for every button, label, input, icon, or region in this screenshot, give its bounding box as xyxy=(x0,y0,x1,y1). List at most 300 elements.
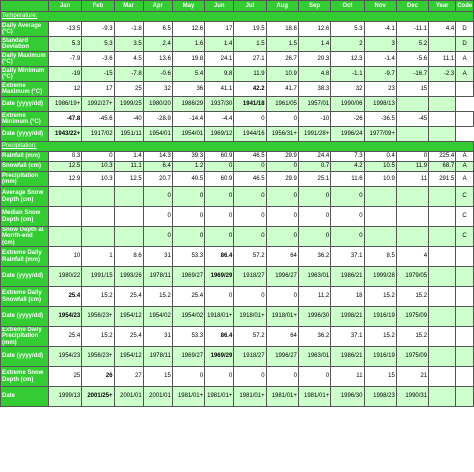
value-cell: 10.5 xyxy=(364,162,396,172)
value-cell: 0 xyxy=(234,287,266,307)
code-cell xyxy=(456,267,474,287)
value-cell: 23 xyxy=(364,82,396,97)
value-cell: 0.7 xyxy=(298,162,330,172)
table-row xyxy=(1,162,474,172)
value-cell: 1986/21 xyxy=(331,267,364,287)
value-cell: 11.9 xyxy=(396,162,428,172)
value-cell: 46.5 xyxy=(234,152,266,162)
value-cell: 0 xyxy=(298,187,330,207)
column-header: Aug xyxy=(266,1,298,12)
value-cell: 57.2 xyxy=(234,247,266,267)
value-cell: 3.5 xyxy=(114,37,143,52)
value-cell: 1956/31+ xyxy=(266,127,298,142)
row-label: Date (yyyy/dd) xyxy=(1,97,49,112)
value-cell: 1981/01+ xyxy=(234,387,266,407)
value-cell xyxy=(429,247,456,267)
value-cell: -40 xyxy=(114,112,143,127)
value-cell: -14.4 xyxy=(172,112,204,127)
value-cell: 1917/02 xyxy=(82,127,114,142)
value-cell: 20.3 xyxy=(298,52,330,67)
value-cell: 40.5 xyxy=(172,172,204,187)
value-cell xyxy=(82,227,114,247)
value-cell xyxy=(429,367,456,387)
value-cell: 41.7 xyxy=(266,82,298,97)
value-cell: 24.1 xyxy=(205,52,234,67)
value-cell: 1996/27 xyxy=(266,347,298,367)
header-corner xyxy=(1,1,49,12)
value-cell xyxy=(429,112,456,127)
value-cell: 1981/01+ xyxy=(172,387,204,407)
column-header: Code xyxy=(456,1,474,12)
value-cell: 1954/02 xyxy=(143,307,172,327)
value-cell: 1992/27+ xyxy=(82,97,114,112)
value-cell: 57.2 xyxy=(234,327,266,347)
value-cell: -7.8 xyxy=(114,67,143,82)
value-cell xyxy=(396,207,428,227)
value-cell xyxy=(82,207,114,227)
code-cell: A xyxy=(456,52,474,67)
value-cell: 7.3 xyxy=(331,152,364,162)
column-header: Jul xyxy=(234,1,266,12)
value-cell: 15 xyxy=(396,82,428,97)
value-cell: 32 xyxy=(331,82,364,97)
value-cell: 10.3 xyxy=(82,162,114,172)
value-cell: 1977/09+ xyxy=(364,127,396,142)
value-cell: 15.2 xyxy=(82,327,114,347)
value-cell: 15.2 xyxy=(396,327,428,347)
value-cell: 1996/30 xyxy=(298,307,330,327)
value-cell: 15.2 xyxy=(364,287,396,307)
value-cell: 1963/01 xyxy=(298,267,330,287)
value-cell: 1999/25 xyxy=(114,97,143,112)
value-cell: 8.5 xyxy=(364,247,396,267)
value-cell: 11 xyxy=(396,172,428,187)
value-cell: 0 xyxy=(172,207,204,227)
table-row xyxy=(1,152,474,162)
value-cell: 60.9 xyxy=(205,152,234,162)
column-header: Feb xyxy=(82,1,114,12)
value-cell: 225.4 xyxy=(429,152,456,162)
value-cell: 1954/01 xyxy=(143,127,172,142)
value-cell: 0 xyxy=(298,227,330,247)
value-cell: 1.6 xyxy=(172,37,204,52)
value-cell: 10.9 xyxy=(364,172,396,187)
value-cell xyxy=(429,97,456,112)
value-cell: 1986/29 xyxy=(172,97,204,112)
value-cell: 8.6 xyxy=(114,247,143,267)
value-cell: 0 xyxy=(205,207,234,227)
row-label: Date xyxy=(1,387,49,407)
value-cell: 0 xyxy=(396,152,428,162)
value-cell: 1943/22+ xyxy=(48,127,81,142)
value-cell: 25.1 xyxy=(298,172,330,187)
value-cell: 5.3 xyxy=(48,37,81,52)
value-cell: 3 xyxy=(364,37,396,52)
table-row xyxy=(1,287,474,307)
value-cell: 0 xyxy=(205,367,234,387)
table-row xyxy=(1,52,474,67)
code-cell: D xyxy=(456,37,474,52)
value-cell: 19.8 xyxy=(172,52,204,67)
value-cell: 0 xyxy=(331,227,364,247)
value-cell: 1944/16 xyxy=(234,127,266,142)
value-cell: 64 xyxy=(266,327,298,347)
code-cell xyxy=(456,82,474,97)
value-cell: -1.1 xyxy=(331,67,364,82)
value-cell: 0 xyxy=(82,152,114,162)
value-cell: -36.5 xyxy=(364,112,396,127)
column-header: Year xyxy=(429,1,456,12)
value-cell xyxy=(396,127,428,142)
table-row xyxy=(1,307,474,327)
value-cell: -11.1 xyxy=(396,22,428,37)
value-cell: 38.3 xyxy=(298,82,330,97)
value-cell: 9.8 xyxy=(205,67,234,82)
value-cell: -16.7 xyxy=(396,67,428,82)
value-cell: 53.3 xyxy=(172,247,204,267)
row-label: Average Snow Depth (cm) xyxy=(1,187,49,207)
value-cell: -4.1 xyxy=(364,22,396,37)
value-cell: 26.7 xyxy=(266,52,298,67)
value-cell: 15.2 xyxy=(364,327,396,347)
value-cell xyxy=(396,227,428,247)
row-label: Median Snow Depth (cm) xyxy=(1,207,49,227)
table-row xyxy=(1,367,474,387)
value-cell: 10.9 xyxy=(266,67,298,82)
table-row xyxy=(1,327,474,347)
value-cell: 291.5 xyxy=(429,172,456,187)
value-cell: 36.2 xyxy=(298,327,330,347)
column-header: Mar xyxy=(114,1,143,12)
value-cell: 1954/12 xyxy=(114,347,143,367)
value-cell: 12.6 xyxy=(298,22,330,37)
value-cell: 1991/15 xyxy=(82,267,114,287)
value-cell: 27.1 xyxy=(234,52,266,67)
value-cell: 31 xyxy=(143,327,172,347)
row-label: Extreme Daily Snowfall (cm) xyxy=(1,287,49,307)
code-cell: C xyxy=(456,207,474,227)
value-cell: 15.2 xyxy=(82,287,114,307)
value-cell: 86.4 xyxy=(205,327,234,347)
value-cell: -5.6 xyxy=(396,52,428,67)
value-cell: 11.2 xyxy=(298,287,330,307)
table-row xyxy=(1,247,474,267)
value-cell: -9.3 xyxy=(82,22,114,37)
value-cell: 1918/27 xyxy=(234,267,266,287)
value-cell: -13.5 xyxy=(48,22,81,37)
value-cell: 4.5 xyxy=(114,52,143,67)
value-cell: 2001/01 xyxy=(114,387,143,407)
value-cell: 1998/13 xyxy=(364,97,396,112)
code-cell: A xyxy=(456,162,474,172)
value-cell: -7.9 xyxy=(48,52,81,67)
value-cell: 31 xyxy=(143,247,172,267)
column-header: Dec xyxy=(396,1,428,12)
value-cell: 18.8 xyxy=(266,22,298,37)
value-cell: 0 xyxy=(172,227,204,247)
value-cell: 14.3 xyxy=(143,152,172,162)
value-cell: 1961/05 xyxy=(266,97,298,112)
value-cell: 86.4 xyxy=(205,247,234,267)
table-row xyxy=(1,227,474,247)
value-cell: -4.4 xyxy=(205,112,234,127)
value-cell: -47.8 xyxy=(48,112,81,127)
value-cell: 13.6 xyxy=(143,52,172,67)
value-cell: 0 xyxy=(205,227,234,247)
value-cell: 0 xyxy=(143,187,172,207)
table-row xyxy=(1,207,474,227)
value-cell xyxy=(114,207,143,227)
value-cell: 1.5 xyxy=(266,37,298,52)
row-label: Daily Average (°C) xyxy=(1,22,49,37)
value-cell: 29.9 xyxy=(266,172,298,187)
value-cell: 1963/01 xyxy=(298,347,330,367)
column-header: Jun xyxy=(205,1,234,12)
value-cell xyxy=(429,267,456,287)
table-row xyxy=(1,112,474,127)
column-header: Jan xyxy=(48,1,81,12)
value-cell: 0 xyxy=(298,367,330,387)
value-cell: 25 xyxy=(114,82,143,97)
value-cell: 1999/13 xyxy=(48,387,81,407)
value-cell xyxy=(114,187,143,207)
row-label: Extreme Maximum (°C) xyxy=(1,82,49,97)
value-cell: 29.9 xyxy=(266,152,298,162)
value-cell: -1.4 xyxy=(364,52,396,67)
value-cell: 25.4 xyxy=(172,287,204,307)
value-cell: 53.3 xyxy=(172,327,204,347)
value-cell xyxy=(48,227,81,247)
value-cell: 4.4 xyxy=(429,22,456,37)
code-cell: C xyxy=(456,227,474,247)
value-cell: 25 xyxy=(48,367,81,387)
value-cell: 4.8 xyxy=(298,67,330,82)
value-cell: 6.5 xyxy=(143,22,172,37)
value-cell: 1937/30 xyxy=(205,97,234,112)
value-cell: 1998/21 xyxy=(331,307,364,327)
row-label: Extreme Daily Precipitation (mm) xyxy=(1,327,49,347)
value-cell: 0 xyxy=(234,187,266,207)
value-cell xyxy=(429,347,456,367)
value-cell: 0 xyxy=(143,207,172,227)
value-cell: 1996/27 xyxy=(266,267,298,287)
value-cell: 15 xyxy=(364,367,396,387)
value-cell: 19.5 xyxy=(234,22,266,37)
value-cell: 1993/26 xyxy=(114,267,143,287)
value-cell xyxy=(429,37,456,52)
header-row xyxy=(1,1,474,12)
value-cell: 0.4 xyxy=(364,152,396,162)
row-label: Extreme Snow Depth (cm) xyxy=(1,367,49,387)
row-label: Rainfall (mm) xyxy=(1,152,49,162)
table-row xyxy=(1,97,474,112)
value-cell xyxy=(429,127,456,142)
value-cell: 0 xyxy=(331,207,364,227)
value-cell: 11.1 xyxy=(429,52,456,67)
table-row xyxy=(1,67,474,82)
value-cell: 15.2 xyxy=(396,287,428,307)
value-cell: 11.1 xyxy=(114,162,143,172)
value-cell: 0 xyxy=(234,207,266,227)
value-cell: 1918/01+ xyxy=(205,307,234,327)
code-cell xyxy=(456,347,474,367)
value-cell: 1986/19+ xyxy=(48,97,81,112)
value-cell: 1954/23 xyxy=(48,347,81,367)
value-cell: 12.5 xyxy=(114,172,143,187)
value-cell: 1999/28 xyxy=(364,267,396,287)
value-cell: 41.1 xyxy=(205,82,234,97)
value-cell: 1975/09 xyxy=(396,347,428,367)
code-cell: A xyxy=(456,67,474,82)
table-row xyxy=(1,267,474,287)
value-cell: 1978/11 xyxy=(143,347,172,367)
value-cell: 0 xyxy=(205,287,234,307)
column-header: May xyxy=(172,1,204,12)
value-cell: 0 xyxy=(205,187,234,207)
value-cell: 1916/19 xyxy=(364,307,396,327)
code-cell xyxy=(456,287,474,307)
value-cell: 1918/27 xyxy=(234,347,266,367)
value-cell: 1941/18 xyxy=(234,97,266,112)
value-cell: 1990/31 xyxy=(396,387,428,407)
value-cell xyxy=(364,187,396,207)
value-cell: 5.3 xyxy=(82,37,114,52)
value-cell: 10 xyxy=(48,247,81,267)
value-cell: 6.4 xyxy=(143,162,172,172)
value-cell xyxy=(429,187,456,207)
code-cell: C xyxy=(456,187,474,207)
value-cell: 17 xyxy=(82,82,114,97)
column-header: Oct xyxy=(331,1,364,12)
value-cell: 1.4 xyxy=(298,37,330,52)
value-cell: 1951/11 xyxy=(114,127,143,142)
value-cell xyxy=(48,207,81,227)
value-cell: -0.6 xyxy=(143,67,172,82)
table-row xyxy=(1,82,474,97)
value-cell: 0 xyxy=(298,207,330,227)
row-label: Standard Deviation xyxy=(1,37,49,52)
row-label: Precipitation (mm) xyxy=(1,172,49,187)
value-cell: 27 xyxy=(114,367,143,387)
value-cell: 1954/12 xyxy=(114,307,143,327)
code-cell: A xyxy=(456,152,474,162)
value-cell: 0 xyxy=(331,187,364,207)
value-cell: 0 xyxy=(266,227,298,247)
value-cell xyxy=(429,387,456,407)
value-cell xyxy=(82,187,114,207)
value-cell: -45.6 xyxy=(82,112,114,127)
value-cell: 36.2 xyxy=(298,247,330,267)
value-cell xyxy=(429,307,456,327)
value-cell: 1981/01+ xyxy=(205,387,234,407)
value-cell: 0 xyxy=(266,112,298,127)
value-cell: 17 xyxy=(205,22,234,37)
value-cell: 11.6 xyxy=(331,172,364,187)
code-cell xyxy=(456,327,474,347)
value-cell: 25.4 xyxy=(48,327,81,347)
value-cell: 1956/23+ xyxy=(82,347,114,367)
value-cell: 1979/05 xyxy=(396,267,428,287)
value-cell: 1969/12 xyxy=(205,127,234,142)
row-label: Date (yyyy/dd) xyxy=(1,127,49,142)
table-row xyxy=(1,387,474,407)
value-cell: 1986/21 xyxy=(331,347,364,367)
value-cell: 11.9 xyxy=(234,67,266,82)
value-cell: 1957/01 xyxy=(298,97,330,112)
value-cell: 10.3 xyxy=(82,172,114,187)
value-cell: 0 xyxy=(266,367,298,387)
value-cell: 18 xyxy=(331,287,364,307)
section-row xyxy=(1,12,474,22)
value-cell: -28.9 xyxy=(143,112,172,127)
value-cell: 2001/01 xyxy=(143,387,172,407)
code-cell: D xyxy=(456,22,474,37)
code-cell xyxy=(456,247,474,267)
code-cell xyxy=(456,387,474,407)
value-cell: 1954/23 xyxy=(48,307,81,327)
value-cell: 1996/24 xyxy=(331,127,364,142)
value-cell: 0 xyxy=(234,162,266,172)
value-cell: 21 xyxy=(396,367,428,387)
table-row xyxy=(1,172,474,187)
value-cell: 20.7 xyxy=(143,172,172,187)
value-cell: 1918/01+ xyxy=(266,307,298,327)
table-row xyxy=(1,347,474,367)
value-cell: 1954/02 xyxy=(172,307,204,327)
section-title: Temperature: xyxy=(1,12,474,22)
value-cell: 5.2 xyxy=(396,37,428,52)
value-cell: 1918/01+ xyxy=(234,307,266,327)
section-row xyxy=(1,142,474,152)
value-cell: 5.3 xyxy=(331,22,364,37)
table-row xyxy=(1,37,474,52)
value-cell: -19 xyxy=(48,67,81,82)
value-cell: 1990/06 xyxy=(331,97,364,112)
value-cell: 1969/27 xyxy=(172,347,204,367)
value-cell: 32 xyxy=(143,82,172,97)
value-cell: 39.3 xyxy=(172,152,204,162)
value-cell: 1 xyxy=(82,247,114,267)
value-cell: 1.5 xyxy=(234,37,266,52)
value-cell: 36 xyxy=(172,82,204,97)
value-cell: 0 xyxy=(143,227,172,247)
value-cell: 4.2 xyxy=(331,162,364,172)
value-cell: 12 xyxy=(48,82,81,97)
value-cell xyxy=(429,82,456,97)
value-cell: 25.4 xyxy=(48,287,81,307)
value-cell: 24.4 xyxy=(298,152,330,162)
value-cell: 12.3 xyxy=(331,52,364,67)
value-cell: 26 xyxy=(82,367,114,387)
column-header: Sep xyxy=(298,1,330,12)
row-label: Snow Depth at Month-end (cm) xyxy=(1,227,49,247)
value-cell: 0.3 xyxy=(48,152,81,162)
value-cell: 1969/29 xyxy=(205,267,234,287)
code-cell xyxy=(456,307,474,327)
value-cell: 37.1 xyxy=(331,247,364,267)
value-cell: 0 xyxy=(266,287,298,307)
value-cell: 1954/01 xyxy=(172,127,204,142)
value-cell: 37.1 xyxy=(331,327,364,347)
row-label: Extreme Daily Rainfall (mm) xyxy=(1,247,49,267)
value-cell: -3.6 xyxy=(82,52,114,67)
value-cell: 1998/23 xyxy=(364,387,396,407)
value-cell: 0 xyxy=(205,162,234,172)
row-label: Date (yyyy/dd) xyxy=(1,307,49,327)
value-cell: 15.2 xyxy=(143,287,172,307)
value-cell: 1.4 xyxy=(114,152,143,162)
value-cell: 68.7 xyxy=(429,162,456,172)
